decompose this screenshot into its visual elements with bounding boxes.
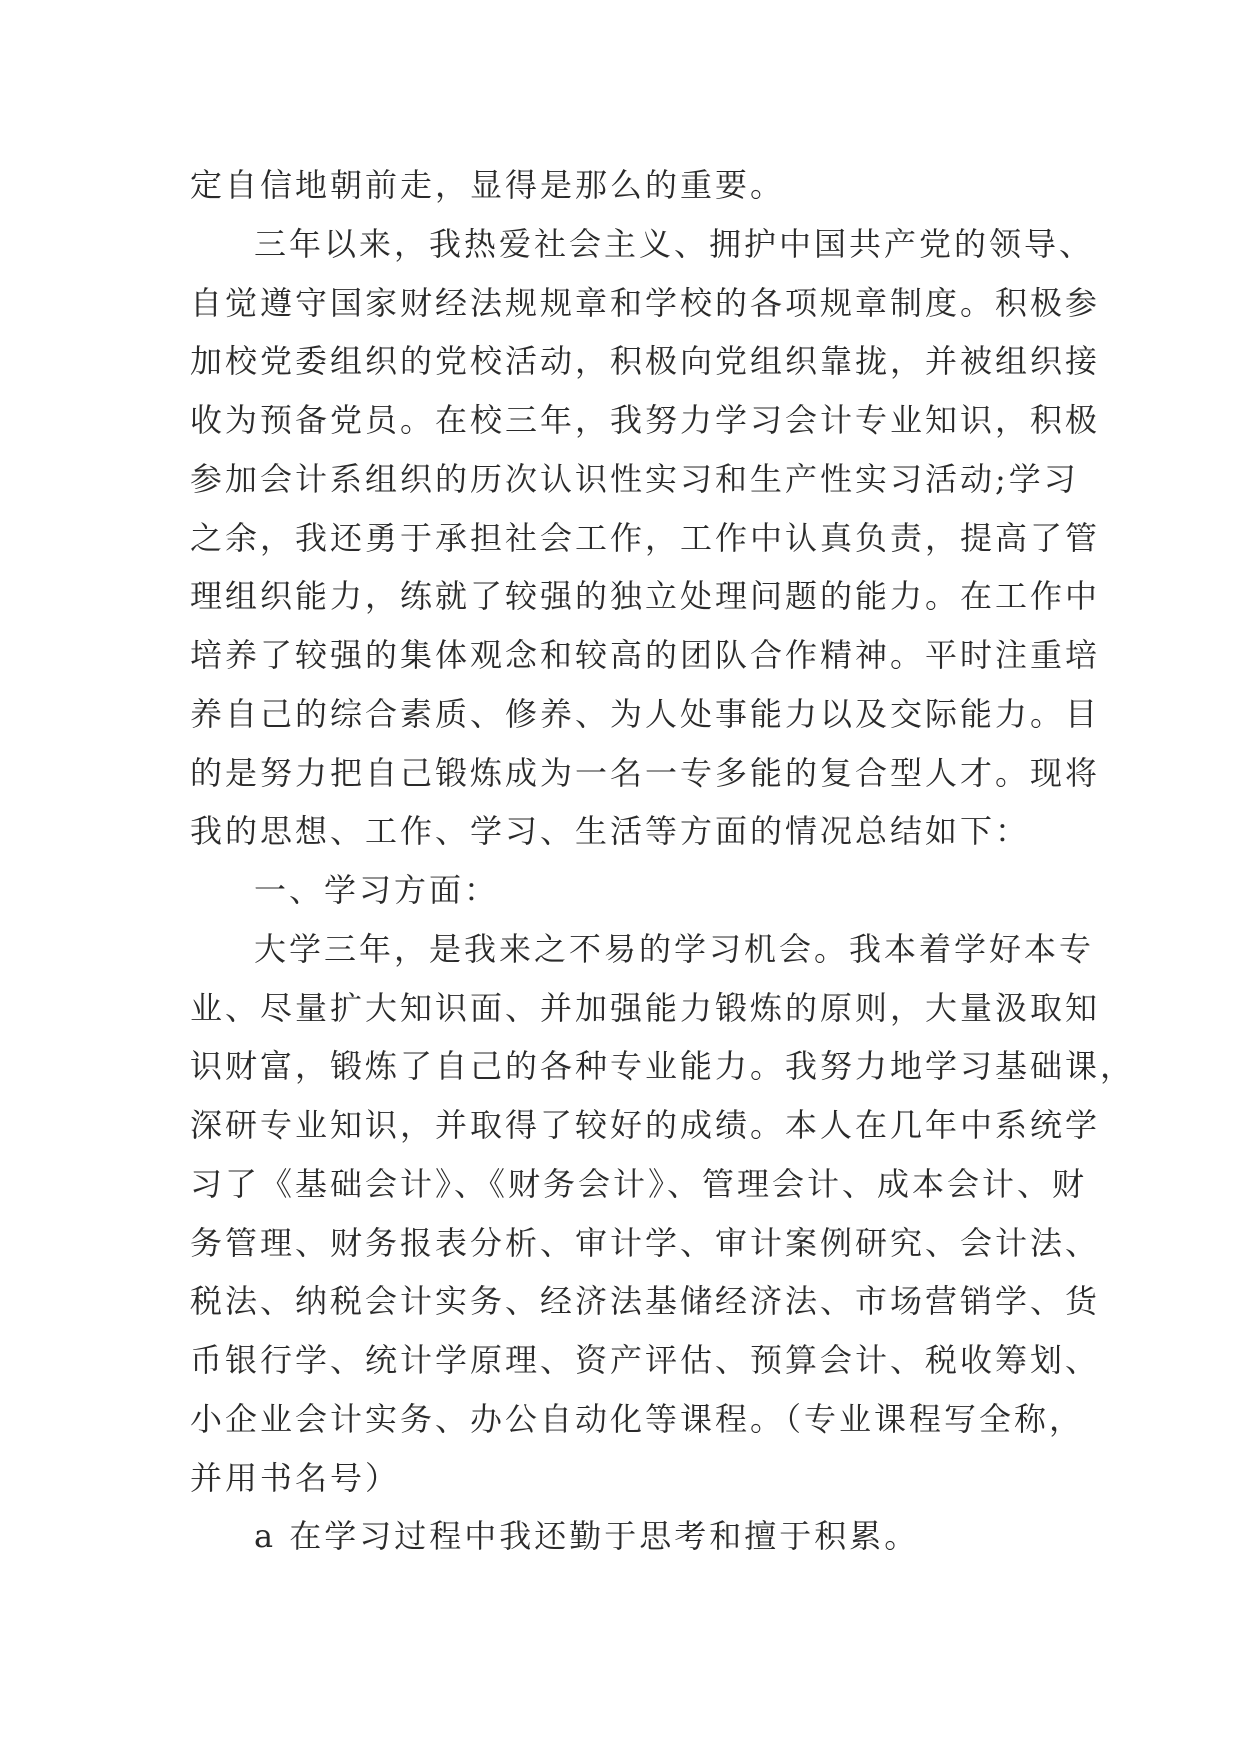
text-line: 并用书名号） (190, 1458, 401, 1497)
text-line: 币银行学、统计学原理、资产评估、预算会计、税收筹划、 (190, 1341, 1101, 1379)
text-line: 收为预备党员。在校三年，我努力学习会计专业知识，积极 (190, 401, 1101, 439)
text-line: 深研专业知识，并取得了较好的成绩。本人在几年中系统学 (190, 1106, 1101, 1144)
text-line: 参加会计系组织的历次认识性实习和生产性实习活动;学习 (190, 459, 1079, 498)
text-line: 务管理、财务报表分析、审计学、审计案例研究、会计法、 (190, 1223, 1101, 1262)
text-line: 识财富，锻炼了自己的各种专业能力。我努力地学习基础课， (190, 1047, 1136, 1086)
text-line: 理组织能力，练就了较强的独立处理问题的能力。在工作中 (190, 577, 1101, 616)
text-line: 之余，我还勇于承担社会工作，工作中认真负责，提高了管 (190, 518, 1101, 557)
text-line: 培养了较强的集体观念和较高的团队合作精神。平时注重培 (190, 636, 1101, 674)
text-line: 小企业会计实务、办公自动化等课程。（专业课程写全称， (190, 1399, 1085, 1438)
text-line: 我的思想、工作、学习、生活等方面的情况总结如下： (190, 812, 1031, 851)
text-line: 的是努力把自己锻炼成为一名一专多能的复合型人才。现将 (190, 753, 1101, 792)
section-heading: 一、学习方面： (254, 871, 500, 909)
text-line: 加校党委组织的党校活动，积极向党组织靠拢，并被组织接 (190, 342, 1101, 381)
text-line: 养自己的综合素质、修养、为人处事能力以及交际能力。目 (190, 694, 1101, 733)
text-line: 税法、纳税会计实务、经济法基储经济法、市场营销学、货 (190, 1282, 1101, 1321)
text-line: 大学三年，是我来之不易的学习机会。我本着学好本专 (254, 929, 1095, 968)
text-line: 业、尽量扩大知识面、并加强能力锻炼的原则，大量汲取知 (190, 988, 1101, 1027)
text-line: 定自信地朝前走，显得是那么的重要。 (190, 166, 786, 204)
text-line: a 在学习过程中我还勤于思考和擅于积累。 (254, 1517, 920, 1556)
text-line: 三年以来，我热爱社会主义、拥护中国共产党的领导、 (254, 224, 1095, 263)
text-line: 习了《基础会计》、《财务会计》、管理会计、成本会计、财 (190, 1164, 1088, 1203)
body-text (190, 156, 1136, 1566)
text-line: 自觉遵守国家财经法规规章和学校的各项规章制度。积极参 (190, 283, 1101, 322)
